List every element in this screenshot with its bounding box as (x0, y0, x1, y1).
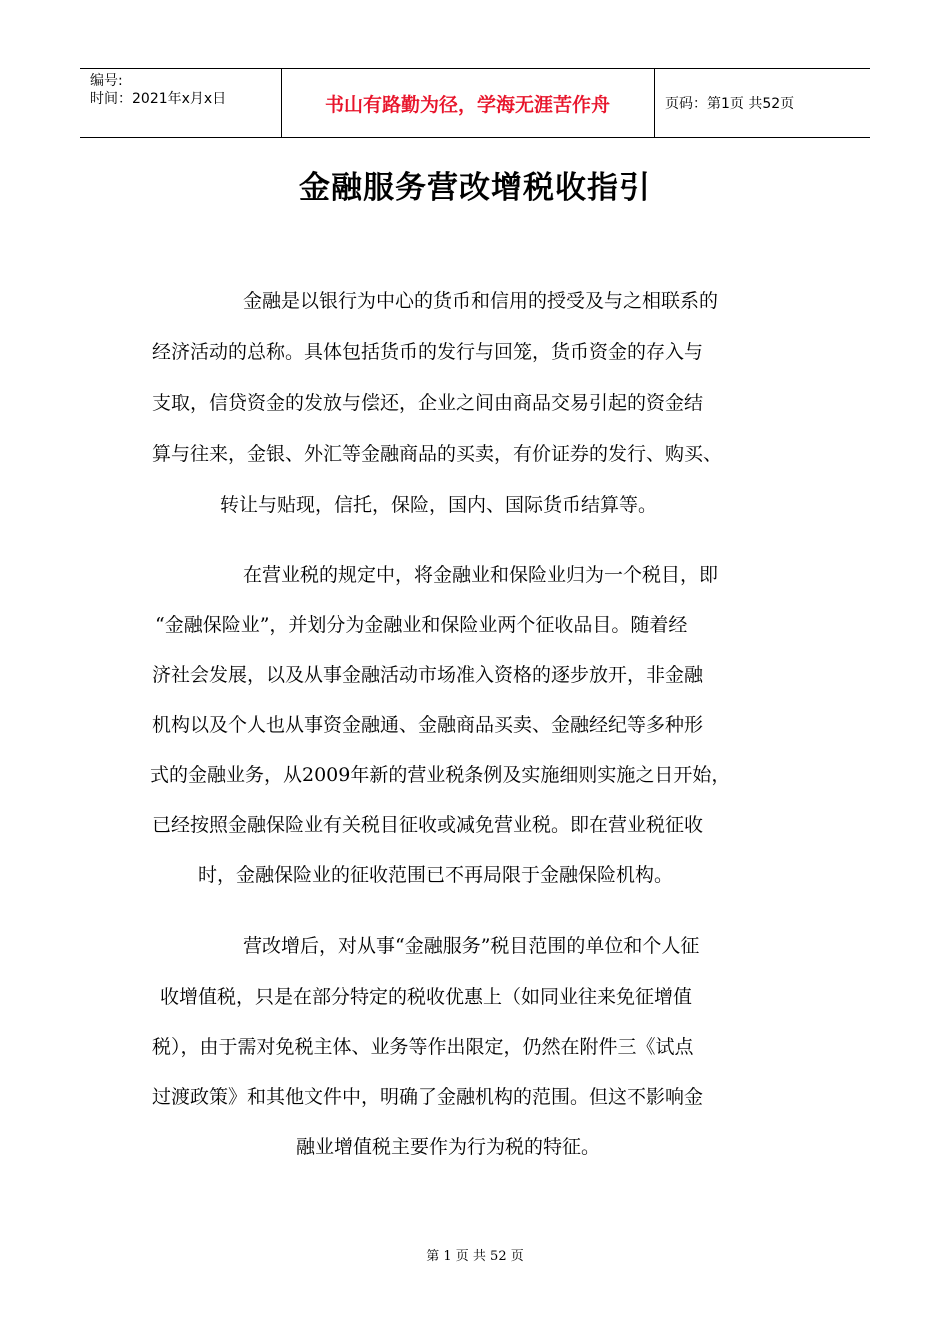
paragraph-line: 机构以及个人也从事资金融通、金融商品买卖、金融经纪等多种形 (152, 714, 704, 736)
paragraph-line: 在营业税的规定中，将金融业和保险业归为一个税目，即 (243, 564, 719, 586)
paragraph-line: 济社会发展，以及从事金融活动市场准入资格的逐步放开，非金融 (152, 664, 704, 686)
paragraph-line: 过渡政策》和其他文件中，明确了金融机构的范围。但这不影响金 (152, 1086, 704, 1108)
paragraph-line: 收增值税，只是在部分特定的税收优惠上（如同业往来免征增值 (160, 986, 693, 1008)
paragraph-line: 税），由于需对免税主体、业务等作出限定，仍然在附件三《试点 (152, 1036, 694, 1058)
header-divider-right (654, 69, 655, 137)
document-date: 时间：2021年x月x日 (90, 91, 227, 107)
paragraph-line: 融业增值税主要作为行为税的特征。 (296, 1136, 601, 1158)
page-header (80, 68, 870, 138)
paragraph-line: 营改增后，对从事“金融服务”税目范围的单位和个人征 (243, 935, 700, 957)
paragraph-line: 算与往来，金银、外汇等金融商品的买卖，有价证券的发行、购买、 (152, 443, 723, 465)
header-meta (90, 72, 226, 108)
page-footer: 第 1 页 共 52 页 (426, 1249, 524, 1264)
header-page-info: 页码：第1页 共52页 (665, 96, 795, 112)
paragraph-line: 式的金融业务，从2009年新的营业税条例及实施细则实施之日开始， (150, 764, 731, 786)
paragraph-line: 时，金融保险业的征收范围已不再局限于金融保险机构。 (198, 864, 674, 886)
document-number-label: 编号: (90, 73, 123, 89)
paragraph-line: 已经按照金融保险业有关税目征收或减免营业税。即在营业税征收 (152, 814, 704, 836)
paragraph-line: 支取，信贷资金的发放与偿还，企业之间由商品交易引起的资金结 (152, 392, 704, 414)
paragraph-line: 金融是以银行为中心的货币和信用的授受及与之相联系的 (243, 290, 719, 312)
document-title: 金融服务营改增税收指引 (299, 170, 651, 206)
paragraph-line: “金融保险业”，并划分为金融业和保险业两个征收品目。随着经 (155, 614, 688, 636)
paragraph-line: 转让与贴现，信托，保险，国内、国际货币结算等。 (220, 494, 658, 516)
header-motto: 书山有路勤为径，学海无涯苦作舟 (324, 93, 610, 116)
paragraph-line: 经济活动的总称。具体包括货币的发行与回笼，货币资金的存入与 (152, 341, 704, 363)
